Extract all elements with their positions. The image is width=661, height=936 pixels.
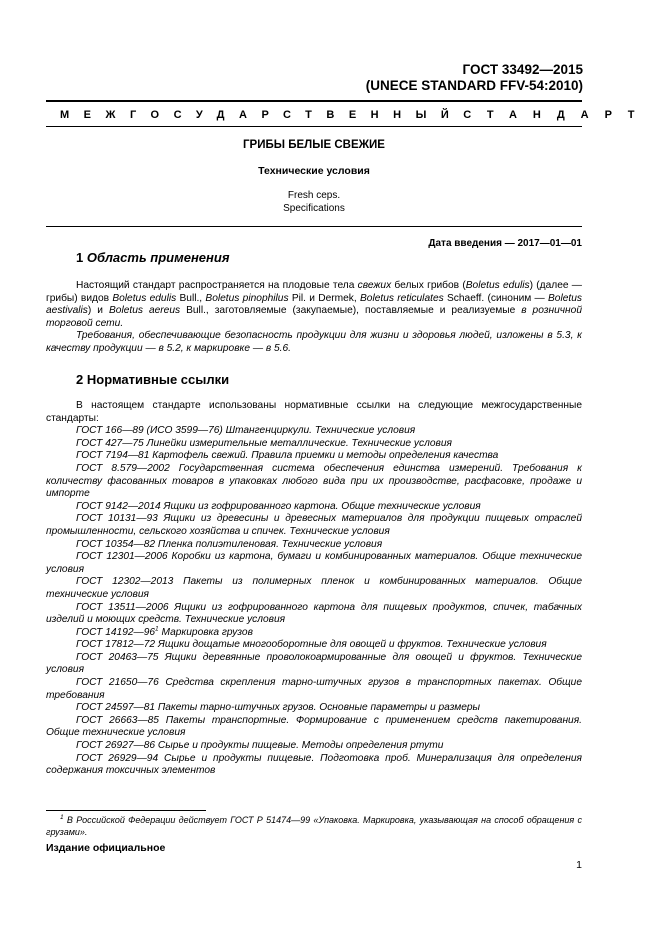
reference-item: ГОСТ 13511—2006 Ящики из гофрированного картона для пищевых продуктов, спичек, табачных изделий и моющих средств. Технические условия bbox=[46, 601, 582, 626]
section-1-paragraph-2: Требования, обеспечивающие безопасность продукции для жизни и здоровья людей, изложены в 5.3, к качеству продукции — в 5.2, к маркировке — в 5.6. bbox=[46, 330, 582, 354]
english-title-line-2: Specifications bbox=[283, 203, 345, 214]
document-title: ГРИБЫ БЕЛЫЕ СВЕЖИЕ bbox=[243, 139, 385, 151]
introduction-date: Дата введения — 2017—01—01 bbox=[428, 238, 582, 249]
reference-item: ГОСТ 8.579—2002 Государственная система обеспечения единства измерений. Требования к количеству фасованных товаров в упаковках любого вида при их производстве, расфасовке, продаже и импорте bbox=[46, 462, 582, 500]
interstate-standard-banner bbox=[60, 109, 651, 121]
unece-reference: (UNECE STANDARD FFV-54:2010) bbox=[365, 78, 583, 93]
reference-item: ГОСТ 166—89 (ИСО 3599—76) Штангенциркули. Технические условия bbox=[76, 425, 416, 437]
reference-item: ГОСТ 20463—75 Ящики деревянные проволокоармированные для овощей и фруктов. Технические условия bbox=[46, 651, 582, 676]
section-2-number: 2 bbox=[76, 372, 84, 387]
section-1-number: 1 bbox=[76, 250, 84, 265]
section-2-body bbox=[46, 400, 582, 778]
reference-item: ГОСТ 17812—72 Ящики дощатые многооборотные для овощей и фруктов. Технические условия bbox=[76, 639, 547, 651]
footnote-rule bbox=[46, 810, 206, 811]
english-title-line-1: Fresh ceps. bbox=[287, 190, 341, 201]
section-2-intro: В настоящем стандарте использованы нормативные ссылки на следующие межгосударственные стандарты: bbox=[46, 400, 582, 424]
footnote-text: В Российской Федерации действует ГОСТ Р 51474—99 «Упаковка. Маркировка, указывающая на способ обращения с грузами». bbox=[46, 815, 582, 837]
reference-item: ГОСТ 10354—82 Пленка полиэтиленовая. Технические условия bbox=[76, 538, 383, 550]
standard-number: ГОСТ 33492—2015 bbox=[462, 62, 583, 77]
footnote bbox=[46, 815, 582, 838]
document-subtitle: Технические условия bbox=[258, 165, 370, 177]
reference-item: ГОСТ 24597—81 Пакеты тарно-штучных грузов. Основные параметры и размеры bbox=[76, 702, 481, 714]
section-2-title: Нормативные ссылки bbox=[86, 372, 230, 387]
header-rule-top bbox=[46, 100, 582, 102]
english-title bbox=[46, 189, 582, 215]
reference-item: ГОСТ 12301—2006 Коробки из картона, бумаги и комбинированных материалов. Общие технические условия bbox=[46, 551, 582, 575]
reference-item-with-footnote: ГОСТ $14192—96^1$ Маркировка грузов bbox=[76, 625, 253, 638]
banner-word-2: СТАНДАРТ bbox=[463, 109, 651, 121]
section-1-heading bbox=[76, 250, 230, 265]
reference-item: ГОСТ 21650—76 Средства скрепления тарно-штучных грузов в транспортных пакетах. Общие требования bbox=[46, 677, 582, 701]
footnote-marker: 1 bbox=[155, 625, 159, 633]
reference-item: ГОСТ 9142—2014 Ящики из гофрированного картона. Общие технические условия bbox=[76, 500, 481, 512]
document-header bbox=[366, 62, 583, 94]
reference-item: ГОСТ 7194—81 Картофель свежий. Правила приемки и методы определения качества bbox=[76, 450, 499, 462]
banner-word-1: МЕЖГОСУДАРСТВЕННЫЙ bbox=[60, 109, 464, 121]
title-rule bbox=[46, 226, 582, 227]
section-2-heading bbox=[76, 372, 229, 387]
section-1-paragraph-1: Настоящий стандарт распространяется на плодовые тела свежих белых грибов (Boletus edulis) (далее — грибы) видов Boletus edulis Bull., Boletus pinophilus Pil. и Dermek, Boletus reticulates Schaeff. (синоним — Boletus aestivalis) и Boletus aereus Bull., заготовляемые (закупаемые), поставляемые и реализуемые в розничной торговой сети. bbox=[46, 280, 582, 329]
reference-item: ГОСТ 26663—85 Пакеты транспортные. Формирование с применением средств пакетирования. Общие технические условия bbox=[46, 714, 582, 739]
section-1-title: Область применения bbox=[86, 250, 230, 265]
reference-item: ГОСТ 427—75 Линейки измерительные металлические. Технические условия bbox=[76, 437, 452, 449]
footnote-number: 1 bbox=[60, 814, 64, 821]
official-edition-label: Издание официальное bbox=[46, 842, 166, 854]
section-1-body bbox=[46, 280, 582, 356]
page-number: 1 bbox=[576, 859, 582, 871]
reference-item: ГОСТ 26927—86 Сырье и продукты пищевые. Методы определения ртути bbox=[76, 740, 444, 752]
reference-item: ГОСТ 12302—2013 Пакеты из полимерных пленок и комбинированных материалов. Общие технические условия bbox=[46, 576, 582, 600]
reference-item: ГОСТ 10131—93 Ящики из древесины и древесных материалов для продукции пищевых отраслей промышленности, сельского хозяйства и спичек. Технические условия bbox=[46, 513, 582, 537]
reference-item: ГОСТ 26929—94 Сырье и продукты пищевые. Подготовка проб. Минерализация для определения содержания токсичных элементов bbox=[46, 752, 582, 777]
header-rule-bottom bbox=[46, 126, 582, 127]
